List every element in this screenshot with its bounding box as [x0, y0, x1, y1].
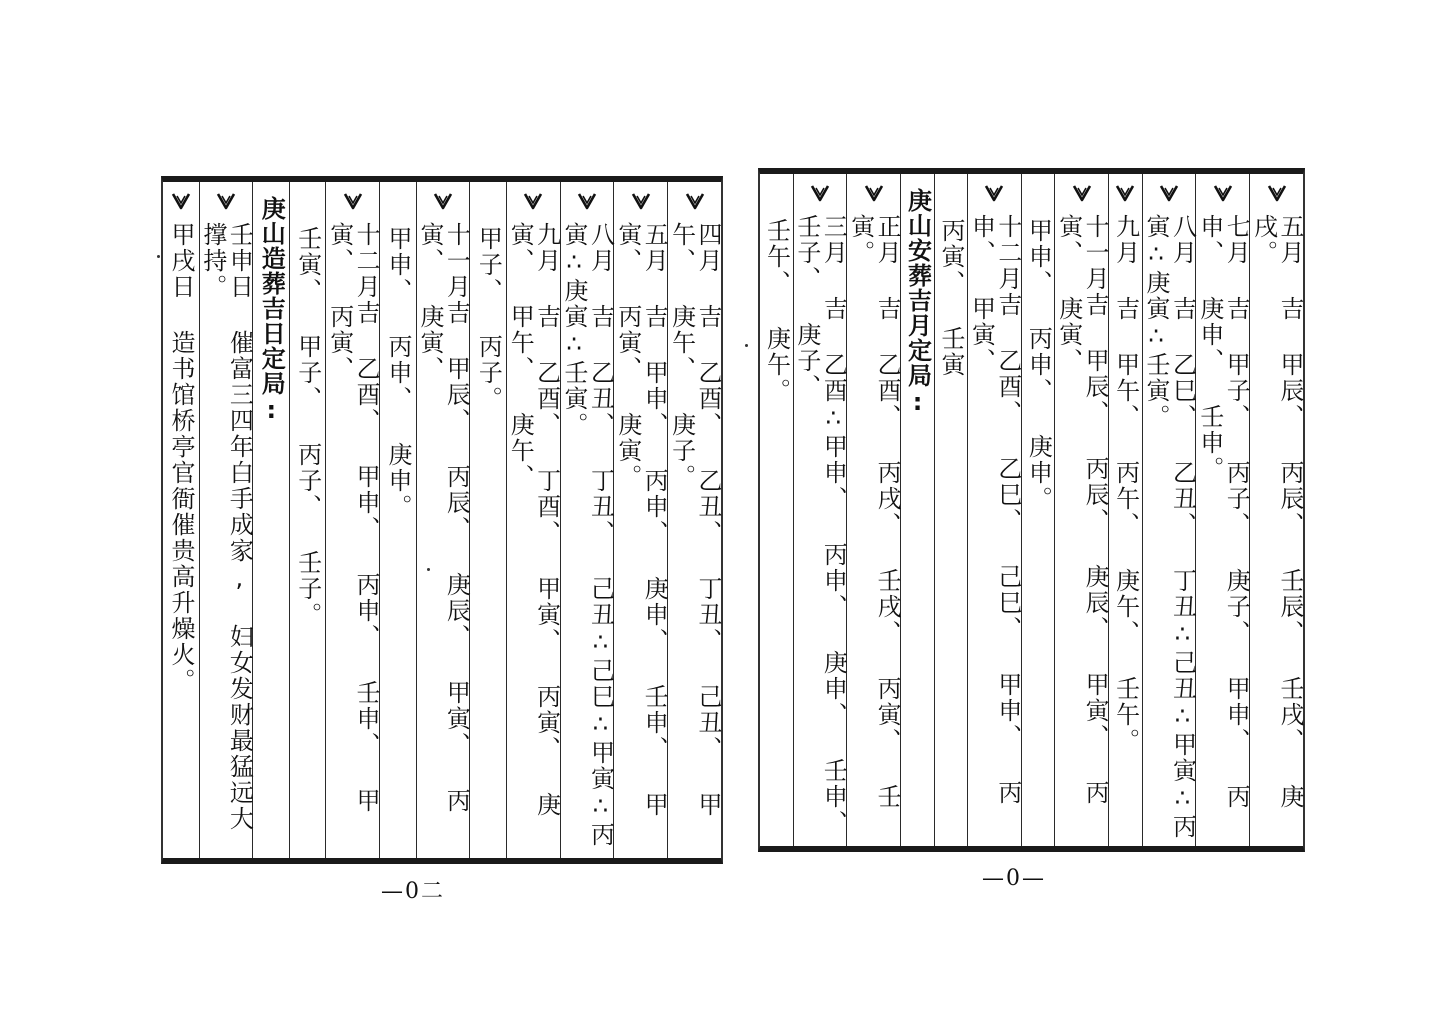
section-heading: 庚山安葬吉月定局:: [903, 188, 932, 417]
scan-speck: [157, 255, 160, 258]
text-column: [1250, 174, 1303, 846]
right-page-table: [758, 168, 1305, 852]
check-mark-icon: [1071, 182, 1093, 204]
text-column: [470, 182, 507, 858]
column-text: 十二月吉 乙酉、 甲申、 丙申、 壬申、 甲寅、 丙寅、: [325, 222, 381, 814]
column-text: 九月 吉 甲午、 丙午、 庚午、 壬午。: [1111, 214, 1140, 754]
check-mark-icon: [863, 182, 885, 204]
text-column: [847, 174, 901, 846]
section-heading-column: [901, 174, 935, 846]
column-text: 七月 吉 甲子、 丙子、 庚子、 甲申、 丙申、 庚申、 壬申。: [1195, 214, 1251, 810]
check-mark-icon: [1158, 182, 1180, 204]
column-text: 甲子、 丙子。: [474, 226, 503, 412]
text-column: [1109, 174, 1143, 846]
text-column: [290, 182, 327, 858]
column-text: 壬午、 庚午。: [762, 218, 791, 404]
check-mark-icon: [522, 190, 544, 212]
right-page-columns: [760, 174, 1303, 846]
column-text: 八月 吉 乙丑、 丁丑、 己丑∴己巳∴甲寅∴丙寅∴庚寅∴壬寅。: [560, 222, 615, 848]
column-text: 四月 吉 乙酉、 乙丑、 丁丑、 己丑、 甲午、 庚午、 庚子。: [667, 222, 722, 818]
column-text: 九月 吉 乙酉、 丁酉、 甲寅、 丙寅、 庚寅、 甲午、 庚午、: [506, 222, 561, 818]
left-page-table: [161, 176, 723, 864]
text-column: [380, 182, 417, 858]
check-mark-icon: [342, 190, 364, 212]
column-text: 十二月吉 乙酉、 乙巳、 己巳、 甲申、 丙申、 甲寅、: [967, 214, 1022, 806]
check-mark-icon: [630, 190, 652, 212]
text-column: [968, 174, 1022, 846]
text-column: [1055, 174, 1109, 846]
text-column: [200, 182, 254, 858]
check-mark-icon: [983, 182, 1005, 204]
check-mark-icon: [576, 190, 598, 212]
text-column: [668, 182, 721, 858]
section-heading: 庚山造葬吉日定局:: [257, 196, 286, 425]
text-column: [507, 182, 561, 858]
check-mark-icon: [684, 190, 706, 212]
left-page-columns: [163, 182, 721, 858]
column-text: 甲申、 丙申、 庚申。: [1024, 218, 1053, 512]
column-text: 甲戌日 造书馆桥亭官衙催贵高升燥火。: [166, 222, 195, 694]
scan-speck: [745, 344, 748, 347]
check-mark-icon: [1212, 182, 1234, 204]
column-text: 五月 吉 甲申、 丙申、 庚申、 壬申、 甲寅、 丙寅、 庚寅。: [613, 222, 669, 818]
right-page-number: —0—: [982, 866, 1046, 891]
text-column: [794, 174, 848, 846]
text-column: [1022, 174, 1056, 846]
text-column: [561, 182, 615, 858]
text-column: [1196, 174, 1250, 846]
column-text: 十一月吉 甲辰、 丙辰、 庚辰、 甲寅、 丙寅、 庚寅、: [1054, 214, 1110, 806]
text-column: [935, 174, 969, 846]
check-mark-icon: [170, 190, 192, 212]
column-text: 八月 吉 乙巳、 乙丑、 丁丑∴己丑∴甲寅∴丙寅∴庚寅∴壬寅。: [1142, 214, 1197, 840]
column-text: 壬申日 催富三四年白手成家, 妇女发财最猛远大撑持。: [198, 222, 254, 832]
text-column: [760, 174, 794, 846]
text-column: [1143, 174, 1197, 846]
column-text: 三月 吉 乙酉∴甲申、 丙申、 庚申、 壬申、 壬子、 庚子、: [792, 214, 848, 836]
check-mark-icon: [1114, 182, 1136, 204]
check-mark-icon: [1266, 182, 1288, 204]
column-text: 甲申、 丙申、 庚申。: [384, 226, 413, 520]
check-mark-icon: [809, 182, 831, 204]
left-page-number: —0二: [381, 879, 445, 904]
text-column: [163, 182, 200, 858]
column-text: 十一月吉 甲辰、 丙辰、 庚辰、 甲寅、 丙寅、 庚寅、: [415, 222, 471, 814]
check-mark-icon: [215, 190, 237, 212]
text-column: [326, 182, 380, 858]
text-column: [614, 182, 668, 858]
column-text: 丙寅、 壬寅: [937, 218, 966, 378]
column-text: 五月 吉 甲辰、 丙辰、 壬辰、 壬戌、 庚戌。: [1249, 214, 1304, 810]
check-mark-icon: [432, 190, 454, 212]
text-column: [417, 182, 471, 858]
section-heading-column: [253, 182, 290, 858]
scan-speck: [427, 568, 430, 571]
column-text: 壬寅、 甲子、 丙子、 壬子。: [293, 226, 322, 628]
column-text: 正月 吉 乙酉、 丙戌、 壬戌、 丙寅、 壬寅。: [846, 214, 902, 810]
